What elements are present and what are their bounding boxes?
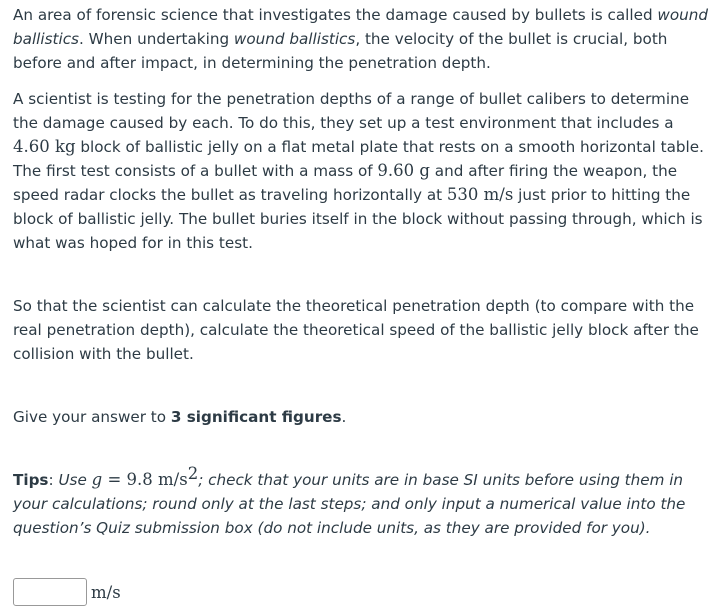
tips-colon: : xyxy=(48,471,59,489)
block-mass-value: 4.60 kg xyxy=(13,137,76,156)
bullet-mass-value: 9.60 g xyxy=(377,161,430,180)
intro-text: . When undertaking xyxy=(78,30,234,48)
scenario-text: A scientist is testing for the penetration depths of a range of bullet calibers to determine the damage caused by each. To do this, they set up a test environment that includes a xyxy=(13,90,690,132)
bullet-speed-value: 530 m/s xyxy=(446,185,514,204)
gravity-symbol: g xyxy=(91,470,103,489)
tips-text: ; check that your units are in base SI units before using them in your calculations; round only at the last steps; and only input a numerical value into the question’s Quiz submission box (do not include units, as they are provided for you). xyxy=(13,471,686,537)
gravity-exponent: 2 xyxy=(187,463,199,483)
sig-fig-instruction xyxy=(13,405,713,429)
gravity-value: = 9.8 m/s xyxy=(102,470,188,489)
intro-paragraph xyxy=(13,3,713,75)
term-wound-ballistics: wound ballistics xyxy=(13,6,709,48)
scenario-text: and after firing the weapon, the speed radar clocks the bullet as traveling horizontally at xyxy=(13,162,678,204)
answer-row xyxy=(13,578,121,606)
answer-input[interactable] xyxy=(13,578,87,606)
instruction-text: Give your answer to xyxy=(13,408,171,426)
term-wound-ballistics: wound ballistics xyxy=(233,30,356,48)
scenario-text: just prior to hitting the block of ballistic jelly. The bullet buries itself in the block without passing through, which is what was hoped for in this test. xyxy=(13,186,703,252)
sig-fig-emphasis: 3 significant figures xyxy=(170,408,342,426)
answer-unit: m/s xyxy=(91,583,121,602)
question-text xyxy=(13,3,713,540)
intro-text: An area of forensic science that investigates the damage caused by bullets is called xyxy=(13,6,658,24)
scenario-text: block of ballistic jelly on a flat metal plate that rests on a smooth horizontal table. The first test consists of a bullet with a mass of xyxy=(13,138,704,180)
tips-paragraph xyxy=(13,463,713,540)
task-paragraph: So that the scientist can calculate the theoretical penetration depth (to compare with the real penetration depth), calculate the theoretical speed of the ballistic jelly block after the collision with the bullet. xyxy=(13,297,699,363)
scenario-paragraph xyxy=(13,87,713,255)
instruction-text: . xyxy=(341,408,347,426)
tips-text: Use xyxy=(58,471,92,489)
tips-label: Tips xyxy=(13,471,49,489)
intro-text: , the velocity of the bullet is crucial, both before and after impact, in determining the penetration depth. xyxy=(13,30,668,72)
